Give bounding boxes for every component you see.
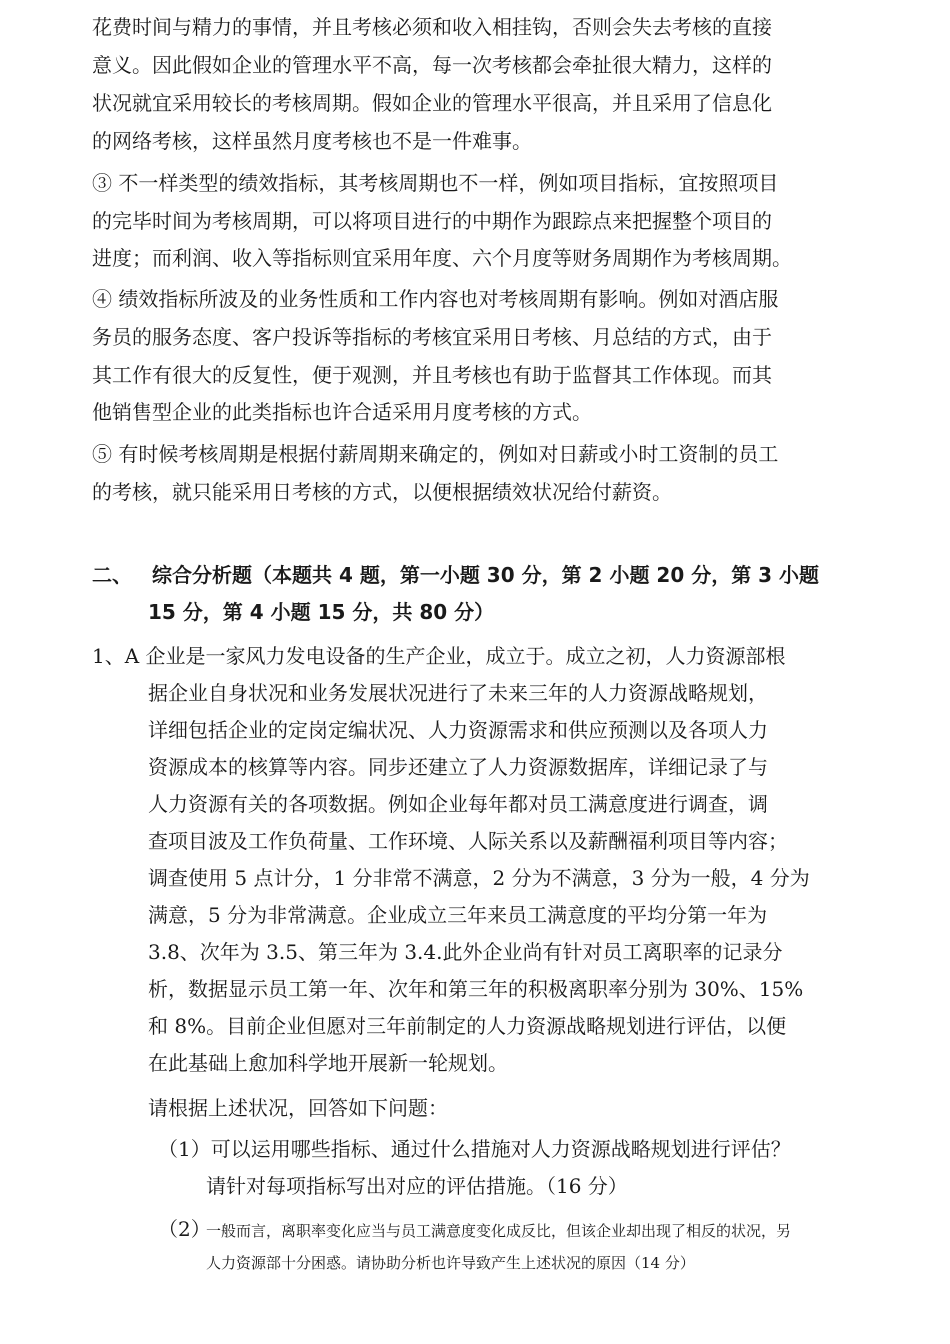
section-heading-line: 15 分，第 4 小题 15 分，共 80 分） bbox=[148, 600, 495, 624]
question-line: 据企业自身状况和业务发展状况进行了未来三年的人力资源战略规划， bbox=[148, 681, 768, 705]
paragraph-line: 务员的服务态度、客户投诉等指标的考核宜采用日考核、月总结的方式，由于 bbox=[92, 325, 772, 349]
question-line: 人力资源有关的各项数据。例如企业每年都对员工满意度进行调查，调 bbox=[148, 792, 768, 816]
sub-question-2-cont: 人力资源部十分困惑。请协助分析也许导致产生上述状况的原因（14 分） bbox=[206, 1254, 695, 1272]
section-number: 二、 bbox=[92, 563, 132, 587]
sub-question-1-cont: 请针对每项指标写出对应的评估措施。（16 分） bbox=[206, 1174, 628, 1198]
question-line: 和 8%。目前企业但愿对三年前制定的人力资源战略规划进行评估，以便 bbox=[148, 1014, 787, 1038]
paragraph-line: 的完毕时间为考核周期，可以将项目进行的中期作为跟踪点来把握整个项目的 bbox=[92, 209, 772, 233]
sub-question-1: （1）可以运用哪些指标、通过什么措施对人力资源战略规划进行评估？ bbox=[158, 1137, 791, 1161]
question-line: 查项目波及工作负荷量、工作环境、人际关系以及薪酬福利项目等内容； bbox=[148, 829, 788, 853]
paragraph-line: 其工作有很大的反复性，便于观测，并且考核也有助于监督其工作体现。而其 bbox=[92, 363, 772, 387]
paragraph-line: 花费时间与精力的事情，并且考核必须和收入相挂钩，否则会失去考核的直接 bbox=[92, 15, 772, 39]
paragraph-line: 他销售型企业的此类指标也许合适采用月度考核的方式。 bbox=[92, 400, 592, 424]
paragraph-line: 状况就宜采用较长的考核周期。假如企业的管理水平很高，并且采用了信息化 bbox=[92, 91, 772, 115]
question-line: 满意，5 分为非常满意。企业成立三年来员工满意度的平均分第一年为 bbox=[148, 903, 768, 927]
question-line: 3.8、次年为 3.5、第三年为 3.4.此外企业尚有针对员工离职率的记录分 bbox=[148, 940, 783, 964]
question-line: 在此基础上愈加科学地开展新一轮规划。 bbox=[148, 1051, 508, 1075]
question-line: 调查使用 5 点计分，1 分非常不满意，2 分为不满意，3 分为一般，4 分为 bbox=[148, 866, 810, 890]
paragraph-line: 进度；而利润、收入等指标则宜采用年度、六个月度等财务周期作为考核周期。 bbox=[92, 246, 792, 270]
paragraph-line: 意义。因此假如企业的管理水平不高，每一次考核都会牵扯很大精力，这样的 bbox=[92, 53, 772, 77]
question-prompt: 请根据上述状况，回答如下问题： bbox=[148, 1096, 448, 1120]
question-line: 详细包括企业的定岗定编状况、人力资源需求和供应预测以及各项人力 bbox=[148, 718, 768, 742]
section-heading-line: 综合分析题（本题共 4 题，第一小题 30 分，第 2 小题 20 分，第 3 小题 bbox=[152, 563, 820, 587]
question-first-line: 1、A 企业是一家风力发电设备的生产企业，成立于。成立之初，人力资源部根 bbox=[92, 644, 786, 668]
sub-question-2-label: （2） bbox=[158, 1217, 211, 1241]
sub-question-2: 一般而言，离职率变化应当与员工满意度变化成反比，但该企业却出现了相反的状况，另 bbox=[206, 1222, 792, 1240]
paragraph-line: ③ 不一样类型的绩效指标，其考核周期也不一样，例如项目指标，宜按照项目 bbox=[92, 171, 779, 195]
question-line: 资源成本的核算等内容。同步还建立了人力资源数据库，详细记录了与 bbox=[148, 755, 768, 779]
paragraph-line: 的考核，就只能采用日考核的方式，以便根据绩效状况给付薪资。 bbox=[92, 480, 672, 504]
paragraph-line: ⑤ 有时候考核周期是根据付薪周期来确定的，例如对日薪或小时工资制的员工 bbox=[92, 442, 779, 466]
question-line: 析，数据显示员工第一年、次年和第三年的积极离职率分别为 30%、15% bbox=[148, 977, 804, 1001]
paragraph-line: 的网络考核，这样虽然月度考核也不是一件难事。 bbox=[92, 129, 532, 153]
paragraph-line: ④ 绩效指标所波及的业务性质和工作内容也对考核周期有影响。例如对酒店服 bbox=[92, 287, 779, 311]
